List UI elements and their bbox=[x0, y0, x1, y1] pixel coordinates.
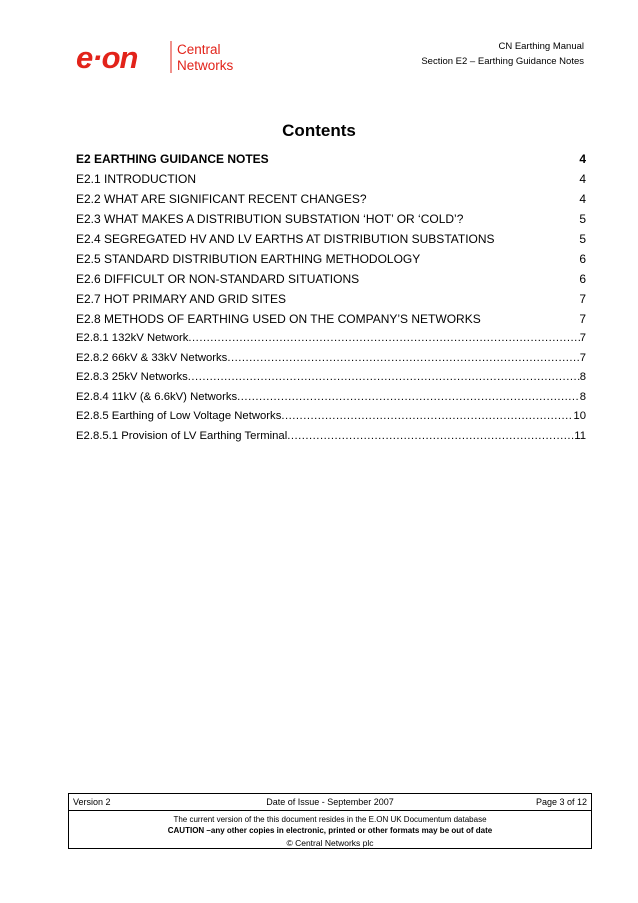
footer-notice: The current version of the this document resides in the E.ON UK Documentum database bbox=[173, 815, 487, 824]
toc-entry-page: 11 bbox=[574, 429, 586, 442]
toc-dot-leader bbox=[287, 430, 574, 442]
toc-entry[interactable] bbox=[76, 172, 586, 192]
toc-entry-page: 4 bbox=[579, 152, 586, 166]
toc-dot-leader bbox=[227, 352, 579, 364]
footer-page-number: Page 3 of 12 bbox=[535, 797, 587, 807]
footer-version: Version 2 bbox=[73, 797, 111, 807]
toc-entry[interactable] bbox=[76, 152, 586, 172]
toc-dot-leader bbox=[237, 391, 580, 403]
toc-entry[interactable] bbox=[76, 232, 586, 252]
toc-entry[interactable] bbox=[76, 252, 586, 272]
toc-entry-page: 8 bbox=[579, 371, 586, 383]
toc-entry-page: 7 bbox=[579, 292, 586, 306]
toc-entry-page: 4 bbox=[579, 172, 586, 186]
footer-caution: CAUTION –any other copies in electronic, printed or other formats may be out of date bbox=[167, 826, 493, 835]
toc-subentry[interactable] bbox=[76, 371, 586, 391]
footer-copyright: © Central Networks plc bbox=[286, 838, 374, 848]
toc-dot-leader bbox=[188, 332, 579, 344]
logo-eon-text: e·on bbox=[76, 40, 138, 75]
manual-title: CN Earthing Manual bbox=[498, 41, 584, 52]
toc-entry-page: 5 bbox=[579, 212, 586, 226]
toc-entry-text: E2 EARTHING GUIDANCE NOTES bbox=[76, 152, 269, 166]
toc-entry[interactable] bbox=[76, 212, 586, 232]
toc-entry-text: E2.8.5 Earthing of Low Voltage Networks bbox=[76, 410, 282, 422]
document-header bbox=[421, 39, 584, 69]
toc-entry-text: E2.4 SEGREGATED HV AND LV EARTHS AT DISTRIBUTION SUBSTATIONS bbox=[76, 232, 495, 246]
table-of-contents bbox=[76, 152, 586, 449]
toc-entry[interactable] bbox=[76, 192, 586, 212]
toc-entry-text: E2.1 INTRODUCTION bbox=[76, 172, 197, 186]
toc-entry-page: 7 bbox=[579, 351, 586, 364]
toc-entry[interactable] bbox=[76, 312, 586, 332]
eon-central-networks-logo bbox=[76, 38, 238, 78]
section-title: Section E2 – Earthing Guidance Notes bbox=[421, 56, 584, 67]
toc-entry-page: 10 bbox=[573, 410, 586, 422]
footer-notice-block bbox=[69, 811, 591, 849]
footer-issue-date: Date of Issue - September 2007 bbox=[266, 797, 394, 807]
toc-entry-text: E2.3 WHAT MAKES A DISTRIBUTION SUBSTATION ‘HOT’ OR ‘COLD’? bbox=[76, 212, 464, 226]
toc-entry-text: E2.8.1 132kV Network bbox=[76, 332, 189, 344]
toc-entry-page: 7 bbox=[579, 332, 586, 344]
toc-entry-text: E2.8.3 25kV Networks bbox=[76, 371, 188, 383]
toc-entry-text: E2.6 DIFFICULT OR NON-STANDARD SITUATIONS bbox=[76, 272, 360, 286]
toc-subentry[interactable] bbox=[76, 391, 586, 411]
toc-entry-text: E2.8 METHODS OF EARTHING USED ON THE COMPANY’S NETWORKS bbox=[76, 312, 481, 326]
toc-entry-page: 4 bbox=[579, 192, 586, 206]
toc-entry-text: E2.8.5.1 Provision of LV Earthing Terminal bbox=[76, 429, 288, 442]
logo-sub-line2: Networks bbox=[177, 58, 234, 73]
page-title: Contents bbox=[282, 121, 356, 140]
toc-entry-page: 8 bbox=[579, 390, 586, 403]
toc-entry-text: E2.2 WHAT ARE SIGNIFICANT RECENT CHANGES? bbox=[76, 192, 367, 206]
toc-entry-page: 5 bbox=[579, 232, 586, 246]
logo-sub-line1: Central bbox=[177, 42, 221, 57]
toc-entry-page: 6 bbox=[579, 272, 586, 286]
toc-entry[interactable] bbox=[76, 272, 586, 292]
toc-subentry[interactable] bbox=[76, 352, 586, 372]
footer-info-row bbox=[69, 794, 591, 811]
toc-entry[interactable] bbox=[76, 292, 586, 312]
toc-subentry[interactable] bbox=[76, 410, 586, 430]
toc-entry-text: E2.8.2 66kV & 33kV Networks bbox=[76, 351, 228, 364]
document-footer bbox=[68, 793, 592, 849]
toc-entry-text: E2.8.4 11kV (& 6.6kV) Networks bbox=[76, 390, 238, 403]
toc-entry-page: 7 bbox=[579, 312, 586, 326]
toc-entry-text: E2.5 STANDARD DISTRIBUTION EARTHING METHODOLOGY bbox=[76, 252, 421, 266]
toc-entry-text: E2.7 HOT PRIMARY AND GRID SITES bbox=[76, 292, 287, 306]
toc-subentry[interactable] bbox=[76, 430, 586, 450]
toc-dot-leader bbox=[188, 371, 580, 383]
toc-dot-leader bbox=[281, 410, 573, 422]
toc-subentry[interactable] bbox=[76, 332, 586, 352]
toc-entry-page: 6 bbox=[579, 252, 586, 266]
